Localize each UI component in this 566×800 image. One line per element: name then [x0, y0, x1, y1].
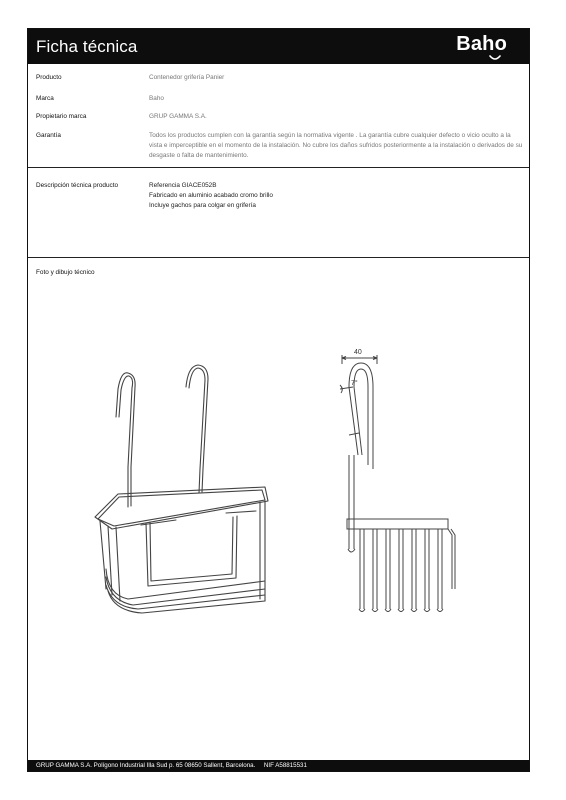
basket-side-view-drawing	[340, 355, 455, 612]
producto-value: Contenedor grifería Panier	[149, 74, 225, 81]
descripcion-label: Descripción técnica producto	[36, 182, 119, 189]
descripcion-line: Referencia GIACE052B	[149, 182, 217, 189]
product-drawing	[28, 29, 531, 773]
descripcion-line: Fabricado en aluminio acabado cromo brillo	[149, 192, 273, 199]
propietario-value: GRUP GAMMA S.A.	[149, 113, 207, 120]
propietario-label: Propietario marca	[36, 113, 87, 120]
garantia-label: Garantía	[36, 132, 61, 139]
producto-label: Producto	[36, 74, 62, 81]
photo-section-label: Foto y dibujo técnico	[36, 269, 95, 276]
basket-perspective-drawing	[95, 365, 268, 613]
datasheet-frame	[27, 28, 530, 772]
dimension-angle-label: 7°	[351, 380, 358, 387]
descripcion-line: Incluye gachos para colgar en grifería	[149, 202, 256, 209]
garantia-value: Todos los productos cumplen con la garantía según la normativa vigente . La garantía cubre cualquier defecto o vicio oculto a la vista e imperceptible en el momento de la instalación. No cubre los daños sufridos posteriormente a la instalación o derivados de su desgaste o falta de mantenimiento.	[149, 132, 523, 159]
page-title: Ficha técnica	[36, 37, 138, 56]
brand-logo-text: Baho	[456, 33, 507, 55]
footer-address: GRUP GAMMA S.A. Polígono Industrial Illa Sud p. 65 08650 Sallent, Barcelona. NIF A58815531	[36, 762, 307, 769]
footer-bar	[28, 760, 529, 771]
marca-value: Baho	[149, 95, 164, 102]
marca-label: Marca	[36, 95, 54, 102]
dimension-width-label: 40	[354, 349, 362, 356]
